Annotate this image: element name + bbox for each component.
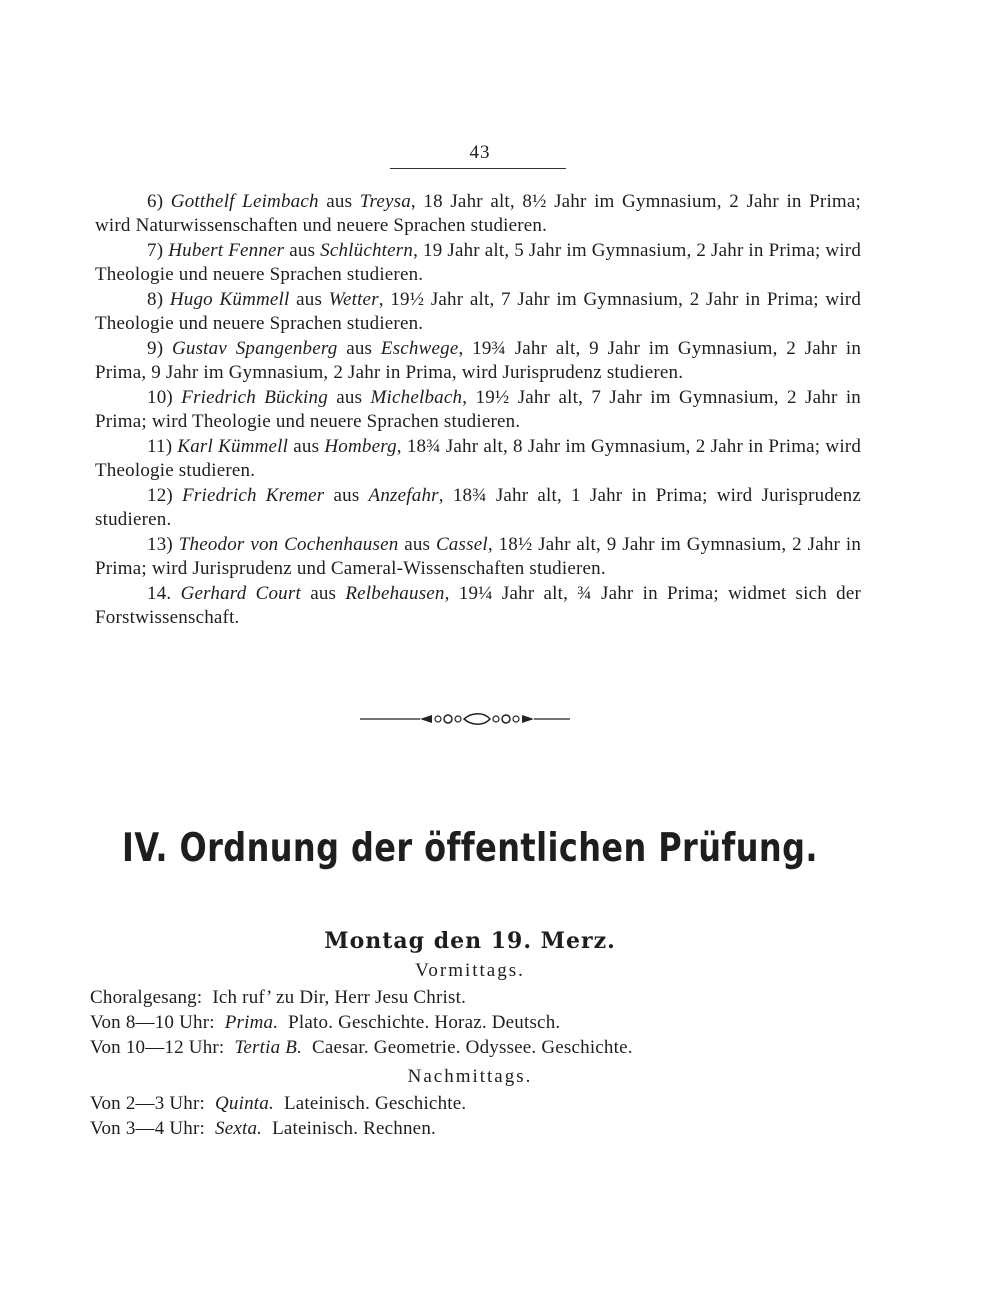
ornamental-divider <box>360 710 570 728</box>
graduate-entry: 11) Karl Kümmell aus Homberg, 18¾ Jahr alt, 8 Jahr im Gymnasium, 2 Jahr in Prima; wird Theologie studieren. <box>95 436 862 481</box>
graduate-name: Hugo Kümmell <box>169 289 290 310</box>
graduate-hometown: Schlüchtern <box>320 240 414 261</box>
graduate-name: Friedrich Kremer <box>182 485 325 506</box>
graduate-hometown: Eschwege <box>380 338 459 359</box>
graduate-name: Gerhard Court <box>180 583 301 604</box>
page-number: 43 <box>469 142 491 163</box>
schedule-line: Von 10—12 Uhr: Tertia B. Caesar. Geometrie. Odyssee. Geschichte. <box>90 1037 633 1058</box>
graduate-name: Theodor von Cochenhausen <box>178 534 399 555</box>
graduate-name: Hubert Fenner <box>168 240 285 261</box>
class-name: Tertia B. <box>234 1037 303 1058</box>
graduate-entry: 7) Hubert Fenner aus Schlüchtern, 19 Jahr alt, 5 Jahr im Gymnasium, 2 Jahr in Prima; wird Theologie und neuere Sprachen studieren. <box>95 240 862 285</box>
class-name: Prima. <box>224 1012 279 1033</box>
class-name: Sexta. <box>215 1118 263 1139</box>
graduate-hometown: Homberg <box>324 436 397 457</box>
graduate-hometown: Cassel <box>435 534 488 555</box>
schedule-line: Von 8—10 Uhr: Prima. Plato. Geschichte. Horaz. Deutsch. <box>90 1012 561 1033</box>
page-number-rule <box>390 168 566 169</box>
graduate-hometown: Anzefahr <box>368 485 439 506</box>
schedule-line: Choralgesang: Ich ruf’ zu Dir, Herr Jesu Christ. <box>90 987 467 1008</box>
graduate-name: Gotthelf Leimbach <box>170 191 319 212</box>
schedule-line: Von 2—3 Uhr: Quinta. Lateinisch. Geschichte. <box>90 1093 467 1114</box>
graduate-hometown: Treysa <box>359 191 411 212</box>
afternoon-label: Nachmittags. <box>407 1066 533 1087</box>
day-heading: Montag den 19. Merz. <box>324 928 616 954</box>
schedule-line: Von 3—4 Uhr: Sexta. Lateinisch. Rechnen. <box>90 1118 436 1139</box>
graduate-entry: 9) Gustav Spangenberg aus Eschwege, 19¾ Jahr alt, 9 Jahr im Gymnasium, 2 Jahr in Prima, 9 Jahr im Gymnasium, 2 Jahr in Prima, wird Jurisprudenz studieren. <box>95 338 862 383</box>
graduates-list <box>95 190 861 631</box>
graduate-entry: 12) Friedrich Kremer aus Anzefahr, 18¾ Jahr alt, 1 Jahr in Prima; wird Jurisprudenz studieren. <box>95 485 861 530</box>
graduate-entry: 14. Gerhard Court aus Relbehausen, 19¼ Jahr alt, ¾ Jahr in Prima; widmet sich der Forstwissenschaft. <box>95 583 862 628</box>
graduate-hometown: Relbehausen <box>345 583 445 604</box>
graduate-entry: 13) Theodor von Cochenhausen aus Cassel, 18½ Jahr alt, 9 Jahr im Gymnasium, 2 Jahr in Prima; wird Jurisprudenz und Cameral-Wissenschaften studieren. <box>95 534 862 579</box>
graduate-hometown: Wetter <box>328 289 379 310</box>
graduate-name: Friedrich Bücking <box>181 387 328 408</box>
graduate-entry: 10) Friedrich Bücking aus Michelbach, 19½ Jahr alt, 7 Jahr im Gymnasium, 2 Jahr in Prima; wird Theologie und neuere Sprachen studieren. <box>95 387 861 432</box>
graduate-entry: 8) Hugo Kümmell aus Wetter, 19½ Jahr alt, 7 Jahr im Gymnasium, 2 Jahr in Prima; wird Theologie und neuere Sprachen studieren. <box>95 289 862 334</box>
morning-label: Vormittags. <box>415 960 525 981</box>
graduate-name: Gustav Spangenberg <box>171 338 338 359</box>
section-heading: IV. Ordnung der öffentlichen Prüfung. <box>122 826 818 871</box>
graduate-hometown: Michelbach <box>370 387 463 408</box>
class-name: Quinta. <box>215 1093 274 1114</box>
graduate-name: Karl Kümmell <box>177 436 289 457</box>
graduate-entry: 6) Gotthelf Leimbach aus Treysa, 18 Jahr alt, 8½ Jahr im Gymnasium, 2 Jahr in Prima; wird Naturwissenschaften und neuere Sprachen studieren. <box>95 191 862 236</box>
